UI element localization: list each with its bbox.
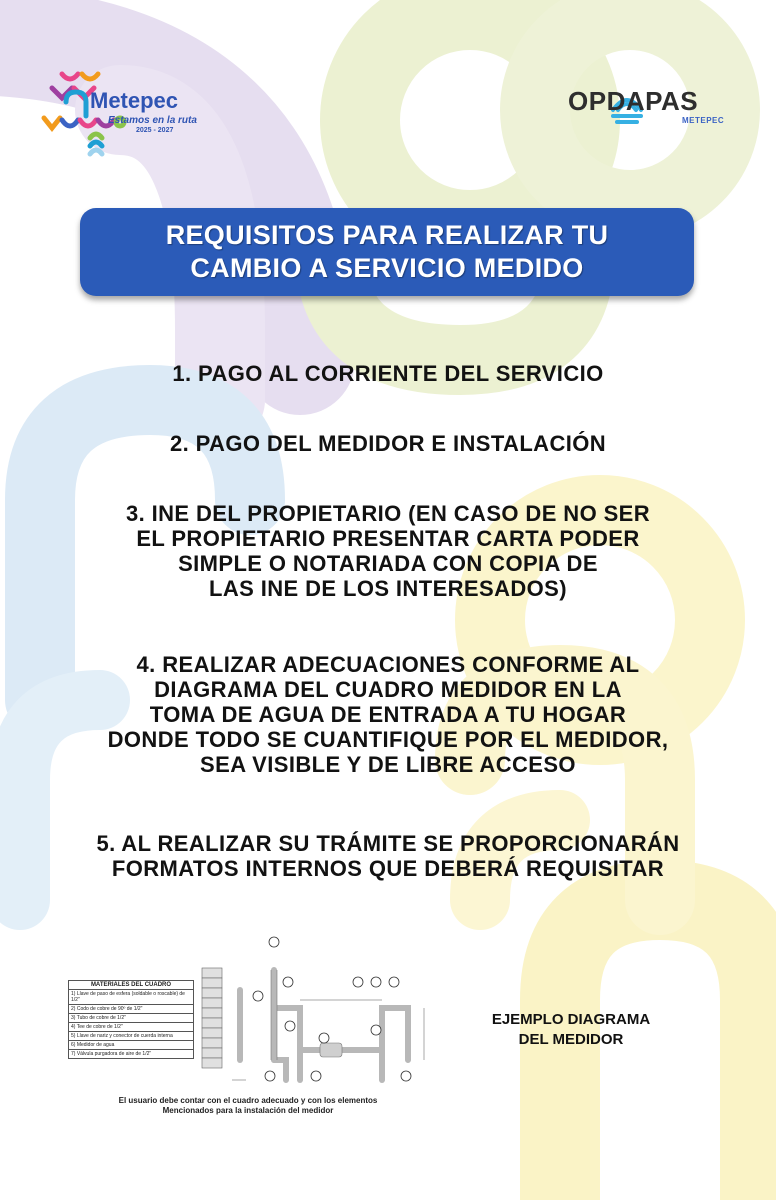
materials-row: 4) Tee de cobre de 1/2"	[68, 1023, 194, 1032]
metepec-logo-tagline: Estamos en la ruta	[108, 115, 197, 126]
requirement-line: EL PROPIETARIO PRESENTAR CARTA PODER	[136, 526, 640, 551]
title-banner	[80, 208, 694, 296]
materials-row: 2) Codo de cobre de 90º de 1/2"	[68, 1005, 194, 1014]
diagram-caption	[66, 1096, 430, 1116]
requirement-line: DIAGRAMA DEL CUADRO MEDIDOR EN LA	[154, 677, 622, 702]
requirement-line: LAS INE DE LOS INTERESADOS)	[209, 576, 567, 601]
requirement-line: 1. PAGO AL CORRIENTE DEL SERVICIO	[172, 361, 604, 386]
opdapas-logo-name: OPDAPAS	[568, 86, 699, 116]
materials-table	[68, 980, 194, 1059]
materials-table-title: MATERIALES DEL CUADRO	[68, 980, 194, 990]
requirement-line: SEA VISIBLE Y DE LIBRE ACCESO	[200, 752, 576, 777]
opdapas-logo-sub: METEPEC	[682, 116, 725, 125]
requirement-line: SIMPLE O NOTARIADA CON COPIA DE	[178, 551, 598, 576]
meter-box	[320, 1043, 342, 1057]
title-line-2: CAMBIO A SERVICIO MEDIDO	[190, 253, 584, 283]
requirement-line: 2. PAGO DEL MEDIDOR E INSTALACIÓN	[169, 431, 607, 456]
page-title	[166, 219, 609, 285]
example-label-line-1: EJEMPLO DIAGRAMA	[491, 1011, 651, 1028]
materials-row: 1) Llave de paso de esfera (soldable o roscable) de 1/2"	[68, 990, 194, 1005]
requirement-1	[20, 361, 756, 386]
metepec-logo-name: Metepec	[90, 88, 179, 113]
materials-row: 3) Tubo de cobre de 1/2"	[68, 1014, 194, 1023]
requirement-line: 3. INE DEL PROPIETARIO (EN CASO DE NO SER	[125, 501, 651, 526]
bg-yellow-loop	[560, 900, 760, 1200]
example-label-line-2: DEL MEDIDOR	[518, 1031, 624, 1048]
requirement-line: 4. REALIZAR ADECUACIONES CONFORME AL	[136, 652, 640, 677]
materials-row: 5) Llave de nariz y conector de cuerda interna	[68, 1032, 194, 1041]
brick-wall	[202, 968, 222, 1068]
diagram-caption-line-2: Mencionados para la instalación del medidor	[162, 1106, 334, 1115]
materials-row: 7) Válvula purgadora de aire de 1/2"	[68, 1050, 194, 1059]
metepec-logo-years: 2025 - 2027	[136, 127, 174, 134]
materials-row: 6) Medidor de agua	[68, 1041, 194, 1050]
requirement-line: 5. AL REALIZAR SU TRÁMITE SE PROPORCIONARÁN	[96, 831, 680, 856]
requirement-4	[20, 652, 756, 777]
requirement-3	[20, 501, 756, 601]
requirement-2	[20, 431, 756, 456]
title-line-1: REQUISITOS PARA REALIZAR TU	[165, 220, 609, 250]
diagram-caption-line-1: El usuario debe contar con el cuadro adecuado y con los elementos	[118, 1096, 378, 1105]
example-diagram-label	[458, 1010, 684, 1050]
requirement-line: DONDE TODO SE CUANTIFIQUE POR EL MEDIDOR,	[107, 727, 669, 752]
requirement-5	[20, 831, 756, 881]
requirement-line: TOMA DE AGUA DE ENTRADA A TU HOGAR	[149, 702, 627, 727]
pipes	[240, 970, 408, 1080]
requirement-line: FORMATOS INTERNOS QUE DEBERÁ REQUISITAR	[111, 856, 665, 881]
